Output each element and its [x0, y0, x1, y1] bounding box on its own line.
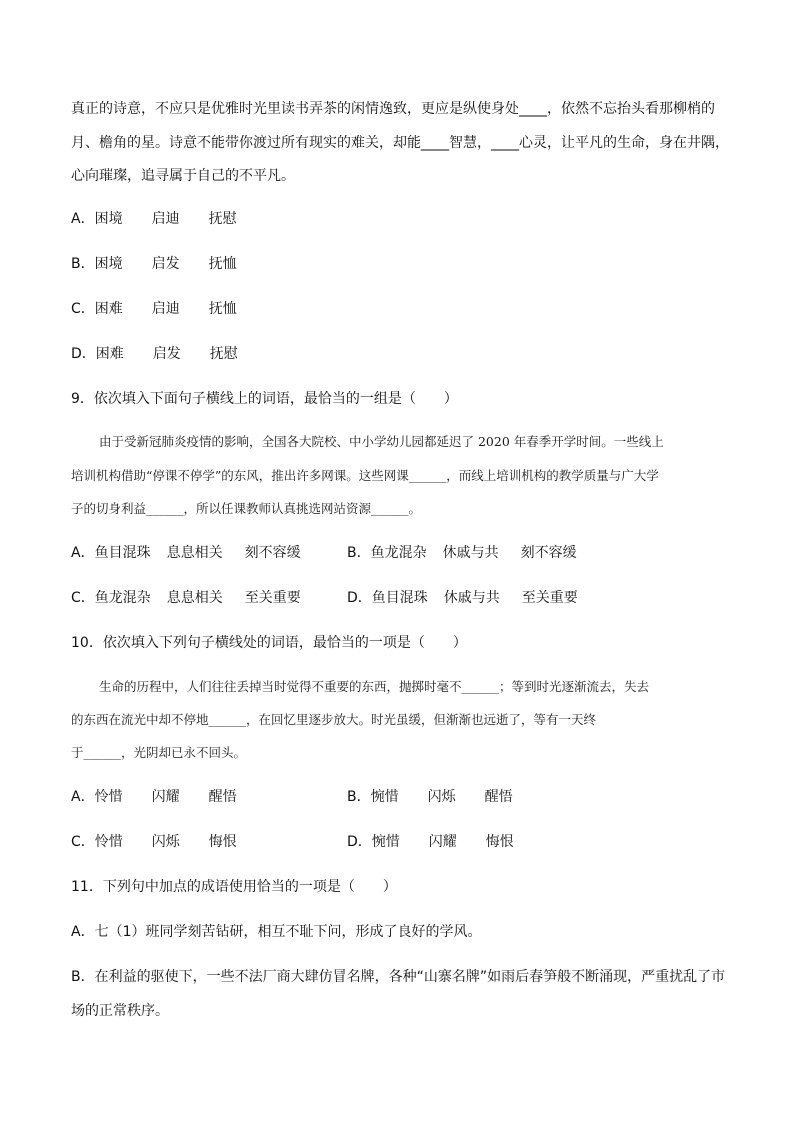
option-label: C．: [71, 834, 95, 850]
q9-passage-line-3: 子的切身利益______，所以任课教师认真挑选网站资源______。: [71, 501, 422, 516]
option-word: 鱼目混珠: [371, 590, 428, 606]
option-word: 惋惜: [371, 834, 400, 850]
option-label: D．: [71, 346, 96, 362]
option-label: B．: [71, 256, 95, 272]
option-word: 闪耀: [428, 834, 457, 850]
option-word: 息息相关: [166, 590, 223, 606]
option-word: 抚慰: [209, 346, 238, 362]
option-word: 悔恨: [208, 834, 237, 850]
q8-stem-line-2: 月、檐角的星。诗意不能带你渡过所有现实的难关，却能____智慧，____心灵，让平凡的生命，身在井隅，: [71, 135, 729, 151]
q8-option-c[interactable]: [71, 299, 237, 319]
option-word: 闪烁: [427, 789, 456, 805]
q8-stem-line-1: 真正的诗意，不应只是优雅时光里读书弄茶的闲情逸致，更应是纵使身处____，依然不忘抬头看那柳梢的: [71, 101, 715, 117]
q8-option-a[interactable]: [71, 209, 237, 229]
option-word: 抚恤: [208, 301, 237, 317]
q8-option-b[interactable]: [71, 254, 237, 274]
q10-option-b[interactable]: [347, 787, 513, 807]
q8-stem-line-3: 心向璀璨，追寻属于自己的不平凡。: [71, 168, 295, 184]
option-word: 刻不容缓: [244, 545, 301, 561]
q9-title: 9．依次填入下面句子横线上的词语，最恰当的一组是（ ）: [71, 391, 458, 407]
option-word: 鱼目混珠: [94, 545, 151, 561]
q10-option-c[interactable]: [71, 832, 237, 852]
option-word: 抚恤: [208, 256, 237, 272]
option-word: 休戚与共: [442, 545, 499, 561]
option-word: 鱼龙混杂: [370, 545, 427, 561]
option-label: B．: [347, 545, 371, 561]
q11-title: 11．下列句中加点的成语使用恰当的一项是（ ）: [71, 879, 397, 895]
q11-option-b-line-1[interactable]: B．在利益的驱使下，一些不法厂商大肆仿冒名牌，各种“山寨名牌”如雨后春笋般不断涌现，严重扰乱了市: [71, 969, 726, 985]
q9-passage-line-1: 由于受新冠肺炎疫情的影响，全国各大院校、中小学幼儿园都延迟了 2020 年春季开学时间。一些线上: [99, 434, 664, 449]
option-label: D．: [347, 834, 372, 850]
option-word: 至关重要: [521, 590, 578, 606]
option-label: C．: [71, 301, 95, 317]
option-word: 悔恨: [485, 834, 514, 850]
q11-option-b-line-2: 场的正常秩序。: [71, 1003, 169, 1019]
q10-passage-line-3: 于______，光阴却已永不回头。: [71, 745, 247, 760]
option-word: 息息相关: [166, 545, 223, 561]
option-word: 鱼龙混杂: [94, 590, 151, 606]
option-word: 启发: [152, 346, 181, 362]
option-word: 抚慰: [208, 211, 237, 227]
option-label: D．: [347, 590, 372, 606]
option-word: 醒悟: [484, 789, 513, 805]
option-word: 怜惜: [94, 834, 123, 850]
q9-option-d[interactable]: [347, 588, 578, 608]
q9-option-b[interactable]: [347, 543, 577, 563]
q9-passage-line-2: 培训机构借助“停课不停学”的东风，推出许多网课。这些网课______，而线上培训机构的教学质量与广大学: [71, 468, 659, 483]
option-word: 启发: [151, 256, 180, 272]
option-label: A．: [71, 211, 95, 227]
option-word: 怜惜: [94, 789, 123, 805]
q10-passage-line-2: 的东西在流光中却不停地______，在回忆里逐步放大。时光虽缓，但渐渐也远逝了，等有一天终: [71, 712, 597, 727]
option-label: A．: [71, 789, 95, 805]
option-word: 困难: [94, 301, 123, 317]
q10-passage-line-1: 生命的历程中，人们往往丢掉当时觉得不重要的东西，抛掷时毫不______；等到时光逐渐流去，失去: [99, 679, 650, 694]
option-word: 启迪: [151, 301, 180, 317]
q9-option-c[interactable]: [71, 588, 301, 608]
option-word: 启迪: [151, 211, 180, 227]
q11-option-a[interactable]: A．七（1）班同学刻苦钻研，相互不耻下问，形成了良好的学风。: [71, 924, 482, 940]
option-word: 惋惜: [370, 789, 399, 805]
option-label: A．: [71, 545, 95, 561]
option-word: 醒悟: [208, 789, 237, 805]
option-word: 至关重要: [244, 590, 301, 606]
q10-option-a[interactable]: [71, 787, 237, 807]
option-word: 闪耀: [151, 789, 180, 805]
q10-title: 10．依次填入下列句子横线处的词语，最恰当的一项是（ ）: [71, 635, 467, 651]
option-word: 休戚与共: [443, 590, 500, 606]
option-word: 困境: [94, 211, 123, 227]
option-word: 困境: [94, 256, 123, 272]
option-label: B．: [347, 789, 371, 805]
q8-option-d[interactable]: [71, 344, 238, 364]
q10-option-d[interactable]: [347, 832, 514, 852]
q9-option-a[interactable]: [71, 543, 301, 563]
option-word: 刻不容缓: [520, 545, 577, 561]
option-word: 闪烁: [151, 834, 180, 850]
option-label: C．: [71, 590, 95, 606]
option-word: 困难: [95, 346, 124, 362]
